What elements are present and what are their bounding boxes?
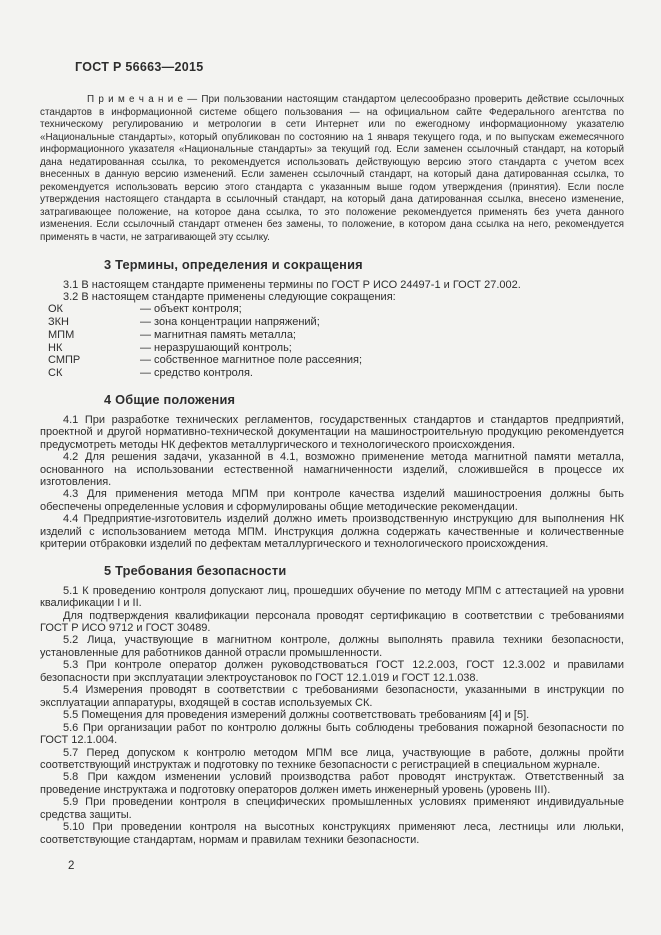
abbreviation-term: СК xyxy=(48,366,63,379)
section-3-title: 3 Термины, определения и сокращения xyxy=(104,256,363,272)
note-paragraph: П р и м е ч а н и е — При пользовании настоящим стандартом целесообразно проверить действие ссылочных стандартов в информационной системе общего пользования — на официальном сайте Федерального агентства по техническому регулированию и метрологии в сети Интернет или по ежегодному информационному указателю «Национальные стандарты», который опубликован по состоянию на 1 января текущего года, и по выпускам ежемесячного информационного указателя «Национальные стандарты» за текущий год. Если заменен ссылочный стандарт, на который дана недатированная ссылка, то рекомендуется использовать действующую версию этого стандарта с учетом всех внесенных в данную версию изменений. Если заменен ссылочный стандарт, на который дана датированная ссылка, то рекомендуется использовать версию этого стандарта с указанным выше годом утверждения (принятия). Если после утверждения настоящего стандарта в ссылочный стандарт, на который дана датированная ссылка, внесено изменение, затрагивающее положение, на которое дана ссылка, то это положение рекомендуется применять без учета данного изменения. Если ссылочный стандарт отменен без замены, то положение, в котором дана ссылка на него, рекомендуется применять в части, не затрагивающей эту ссылку. xyxy=(40,94,624,244)
abbreviation-term: ОК xyxy=(48,303,63,316)
paragraph-3-2: 3.2 В настоящем стандарте применены следующие сокращения: xyxy=(63,291,396,304)
paragraph-5-4: 5.4 Измерения проводят в соответствии с требованиями безопасности, указанными в инструкции по эксплуатации аппаратуры, входящей в состав используемых СК. xyxy=(40,684,624,709)
abbreviation-definition: — зона концентрации напряжений; xyxy=(140,316,320,329)
abbreviation-definition: — средство контроля. xyxy=(140,366,253,379)
paragraph-5-8: 5.8 При каждом изменении условий производства работ проводят инструктаж. Ответственный за проведение инструктажа и подготовку операторов должен иметь инженерный уровень (уровень III). xyxy=(40,771,624,796)
paragraph-5-3: 5.3 При контроле оператор должен руководствоваться ГОСТ 12.2.003, ГОСТ 12.3.002 и правилами безопасности при эксплуатации электроустановок по ГОСТ 12.1.019 и ГОСТ 12.1.038. xyxy=(40,659,624,684)
paragraph-5-7: 5.7 Перед допуском к контролю методом МПМ все лица, участвующие в работе, должны пройти соответствующий инструктаж и подготовку по технике безопасности с регистрацией в специальном журнале. xyxy=(40,746,624,772)
paragraph-5-6: 5.6 При организации работ по контролю должны быть соблюдены требования пожарной безопасности по ГОСТ 12.1.004. xyxy=(40,721,624,747)
paragraph-3-1: 3.1 В настоящем стандарте применены термины по ГОСТ Р ИСО 24497-1 и ГОСТ 27.002. xyxy=(63,278,521,291)
page-number: 2 xyxy=(68,860,75,873)
paragraph-4-2: 4.2 Для решения задачи, указанной в 4.1, возможно применение метода магнитной памяти металла, основанного на использовании естественной намагниченности изделий, сложившейся в процессе их изготовления. xyxy=(40,451,624,488)
abbreviation-row xyxy=(40,329,624,342)
abbreviation-term: НК xyxy=(48,341,63,354)
paragraph-5-9: 5.9 При проведении контроля в специфических промышленных условиях применяют индивидуальные средства защиты. xyxy=(40,796,624,821)
paragraph-5-2: 5.2 Лица, участвующие в магнитном контроле, должны выполнять правила техники безопасности, установленные для работников данной отрасли промышленности. xyxy=(40,634,624,659)
section-5-title: 5 Требования безопасности xyxy=(104,562,287,578)
abbreviation-definition: — объект контроля; xyxy=(140,303,242,316)
paragraph-4-1: 4.1 При разработке технических регламентов, государственных стандартов и стандартов предприятий, проектной и другой нормативно-технической документации на машиностроительную продукцию рекомендуется предусмотреть методы НК дефектов металлургического и технологического происхождения. xyxy=(40,413,624,451)
abbreviation-term: ЗКН xyxy=(48,316,69,329)
abbreviation-row xyxy=(40,342,624,355)
paragraph-5-1: 5.1 К проведению контроля допускают лиц, прошедших обучение по методу МПМ с аттестацией на уровни квалификации I и II. xyxy=(40,584,624,610)
abbreviation-definition: — собственное магнитное поле рассеяния; xyxy=(140,354,363,367)
section-4-title: 4 Общие положения xyxy=(104,391,236,407)
abbreviation-definition: — неразрушающий контроль; xyxy=(140,341,292,354)
abbreviation-row xyxy=(40,354,624,367)
abbreviation-list xyxy=(40,303,624,379)
paragraph-4-4: 4.4 Предприятие-изготовитель изделий должно иметь производственную инструкцию для выполнения НК изделий с использованием метода МПМ. Инструкция должна содержать качественные и количественные критерии отбраковки изделий по дефектам металлургического и технологического происхождения. xyxy=(40,513,624,551)
abbreviation-term: СМПР xyxy=(48,354,81,367)
abbreviation-row xyxy=(40,367,624,380)
abbreviation-row xyxy=(40,303,624,316)
paragraph-4-3: 4.3 Для применения метода МПМ при контроле качества изделий машиностроения должны быть обеспечены определенные условия и сформулированы общие методические рекомендации. xyxy=(40,488,624,513)
abbreviation-definition: — магнитная память металла; xyxy=(140,328,296,341)
paragraph-5-5: 5.5 Помещения для проведения измерений должны соответствовать требованиям [4] и [5]. xyxy=(63,709,530,722)
paragraph-5-1-cont: Для подтверждения квалификации персонала проводят сертификацию в соответствии с требованиями ГОСТ Р ИСО 9712 и ГОСТ 30489. xyxy=(40,609,624,635)
abbreviation-row xyxy=(40,316,624,329)
paragraph-5-10: 5.10 При проведении контроля на высотных конструкциях применяют леса, лестницы или люльки, соответствующие стандартам, нормам и правилам техники безопасности. xyxy=(40,821,624,846)
abbreviation-term: МПМ xyxy=(48,328,75,341)
document-header: ГОСТ Р 56663—2015 xyxy=(75,60,204,74)
